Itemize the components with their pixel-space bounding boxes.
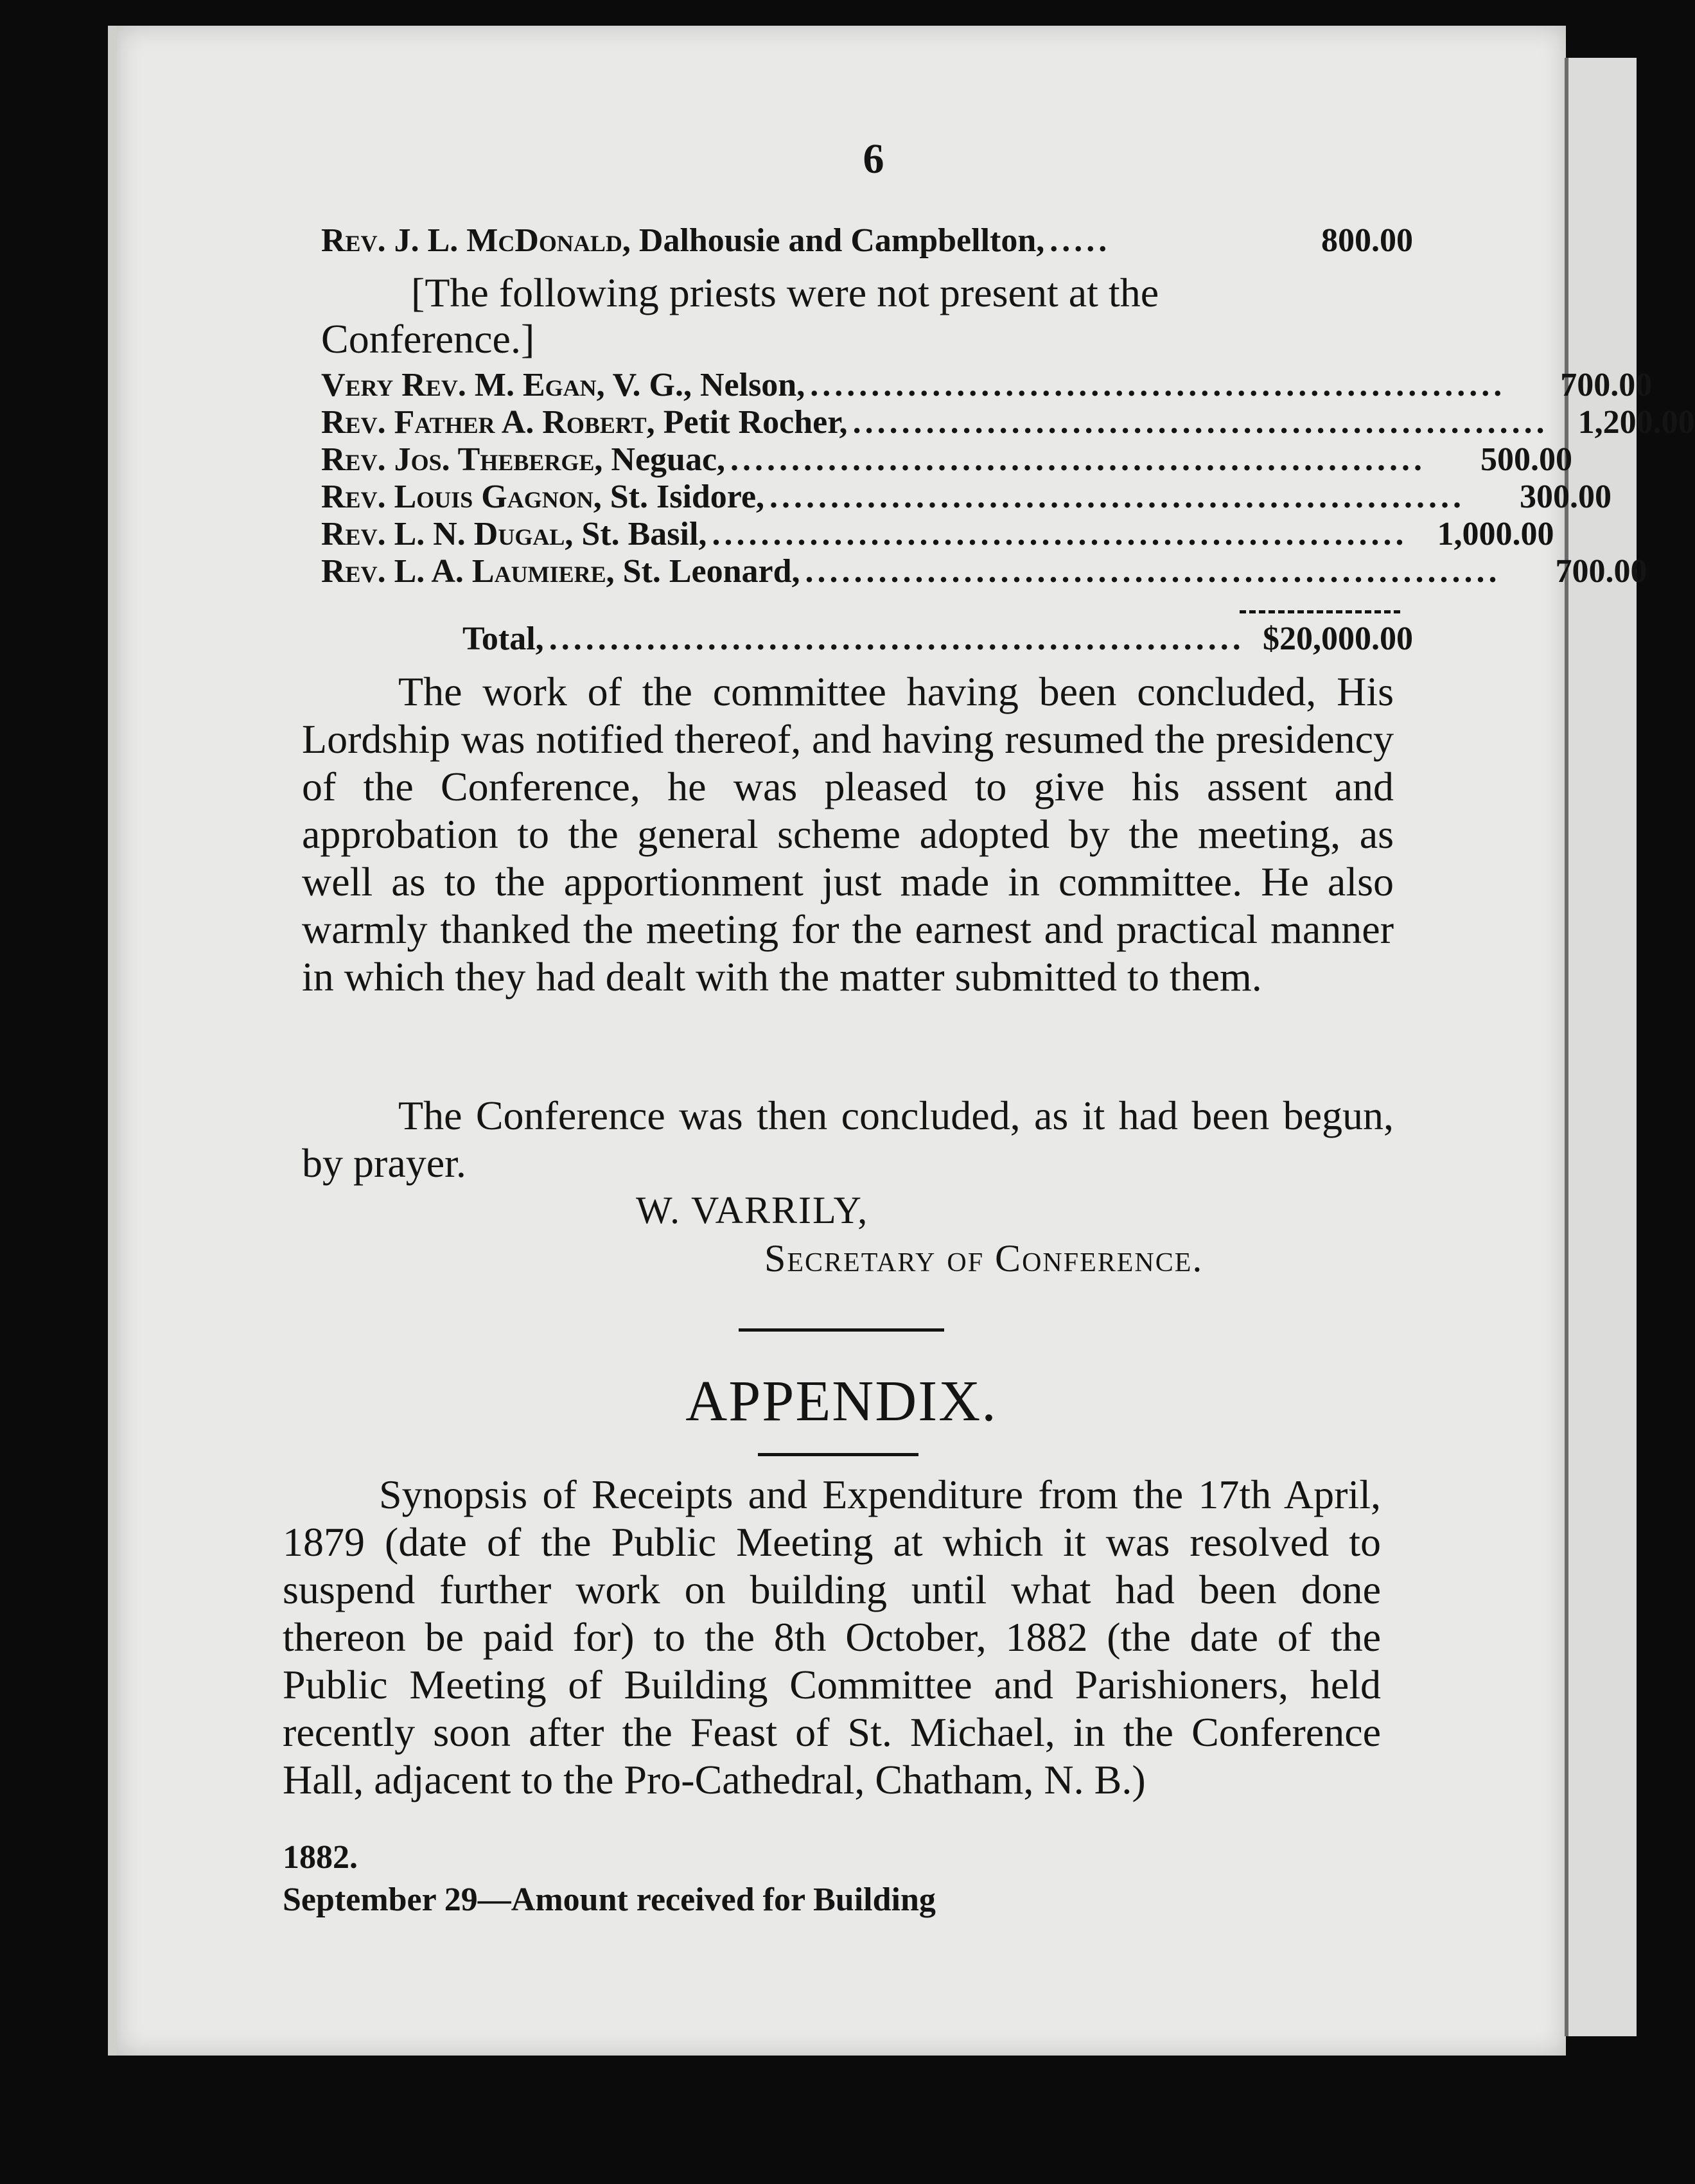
- entry-place: St. Isidore,: [610, 479, 765, 515]
- total-amount: $20,000.00: [1263, 621, 1413, 657]
- total-line: [462, 620, 1413, 658]
- last-line: September 29—Amount received for Building: [283, 1881, 936, 1918]
- leader-dots: .........................................................: [549, 621, 1245, 657]
- total-rule: [1240, 610, 1400, 613]
- entry-place: Dalhousie and Campbellton,: [638, 222, 1045, 259]
- year-line: 1882.: [283, 1839, 358, 1876]
- leader-dots: .....: [1049, 222, 1111, 259]
- entry-name: Rev. L. A. Laumiere,: [321, 553, 615, 590]
- entry-place: Neguac,: [611, 441, 726, 478]
- entry-amount: 800.00: [1321, 222, 1413, 259]
- appendix-paragraph: Synopsis of Receipts and Expenditure from the 17th April, 1879 (date of the Public Meeting at which it was resolved to suspend further work on building until what had been done thereon be paid for) to the 8th October, 1882 (the date of the Public Meeting of Building Committee and Parishioners, held recently soon after the Feast of St. Michael, in the Conference Hall, adjacent to the Pro-Cathedral, Chatham, N. B.): [283, 1472, 1381, 1802]
- paragraph-conclusion: The Conference was then concluded, as it had been begun, by prayer.: [302, 1093, 1394, 1186]
- paragraph-committee: The work of the committee having been concluded, His Lordship was notified thereof, and having resumed the presidency of the Conference, he was pleased to give his assent and approbation to the general scheme adopted by the meeting, as well as to the apportionment just made in committee. He also warmly thanked the meeting for the earnest and practical manner in which they had dealt with the matter submitted to them.: [302, 669, 1394, 1000]
- entry-amount: 700.00: [1555, 553, 1647, 590]
- total-label: Total,: [462, 621, 544, 657]
- list-item: [321, 515, 1554, 553]
- entry-amount: 700.00: [1560, 367, 1653, 403]
- entry-name: Rev. J. L. McDonald,: [321, 222, 631, 259]
- leader-dots: .........................................................: [805, 553, 1501, 590]
- page-number: 6: [863, 136, 884, 182]
- list-item: [321, 552, 1647, 590]
- leader-dots: .........................................................: [769, 479, 1466, 515]
- entry-amount: 1,200.00: [1577, 404, 1695, 441]
- entry-place: Petit Rocher,: [663, 404, 848, 441]
- entry-name: Rev. Jos. Theberge,: [321, 441, 603, 478]
- entry-name: Rev. Louis Gagnon,: [321, 479, 602, 515]
- next-page-edge: [1565, 58, 1637, 2036]
- entry-amount: 500.00: [1480, 441, 1573, 478]
- leader-dots: .........................................................: [852, 404, 1549, 441]
- entry-name: Rev. Father A. Robert,: [321, 404, 655, 441]
- entry-place: St. Basil,: [581, 516, 707, 552]
- signature-name: W. VARRILY,: [636, 1189, 869, 1231]
- entry-place: Nelson,: [699, 367, 805, 403]
- leader-dots: .........................................................: [810, 367, 1506, 403]
- list-item: [321, 441, 1573, 479]
- divider: [758, 1453, 918, 1456]
- leader-dots: .........................................................: [730, 441, 1427, 478]
- list-item: [321, 478, 1612, 516]
- entry-amount: 300.00: [1520, 479, 1612, 515]
- entry-name: Rev. L. N. Dugal,: [321, 516, 574, 552]
- entry-amount: 1,000.00: [1437, 516, 1554, 552]
- note: [The following priests were not present at the Conference.]: [321, 270, 1159, 362]
- appendix-title: APPENDIX.: [685, 1369, 997, 1433]
- list-item: [321, 222, 1413, 260]
- list-item: [321, 366, 1653, 404]
- entry-name: Very Rev. M. Egan, V. G.,: [321, 367, 692, 403]
- signature-title: Secretary of Conference.: [764, 1237, 1204, 1280]
- list-item: [321, 403, 1695, 441]
- entry-place: St. Leonard,: [622, 553, 800, 590]
- divider: [739, 1328, 944, 1332]
- leader-dots: .........................................................: [712, 516, 1408, 552]
